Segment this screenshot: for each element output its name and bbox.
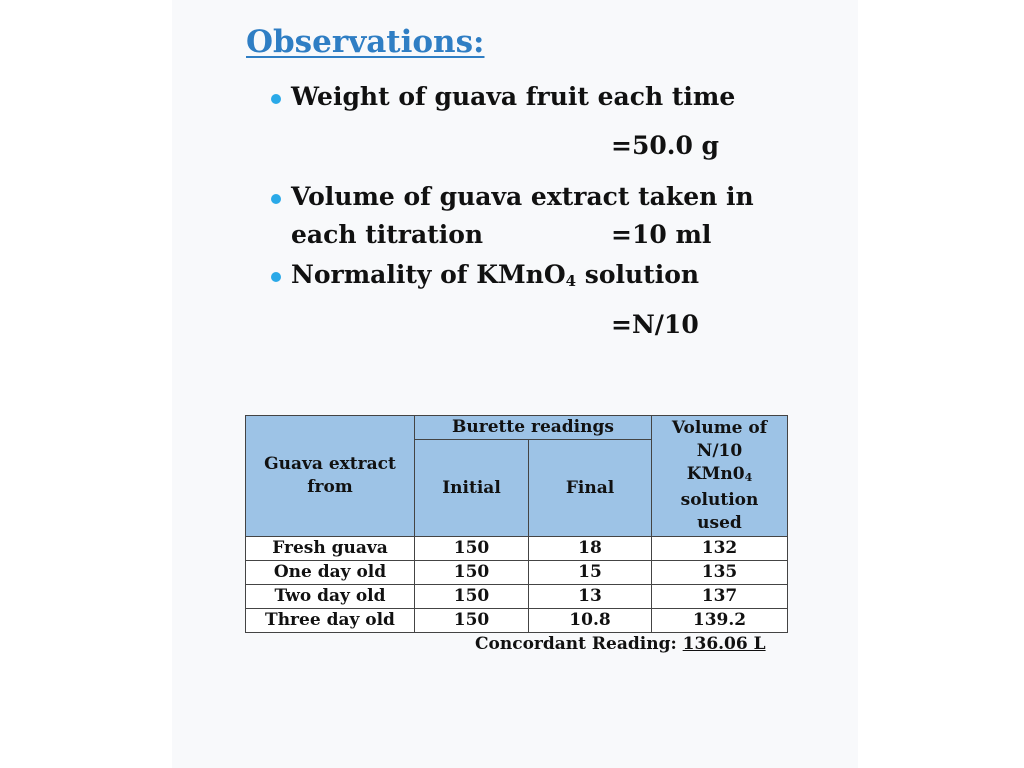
cell-volume: 139.2 bbox=[652, 609, 788, 633]
bullet-icon bbox=[271, 272, 281, 282]
observation-weight-value: =50.0 g bbox=[611, 131, 720, 160]
normality-label-suffix: solution bbox=[576, 260, 700, 289]
cell-volume: 135 bbox=[652, 561, 788, 585]
page-title: Observations: bbox=[246, 24, 485, 60]
readings-table bbox=[245, 415, 788, 633]
cell-initial: 150 bbox=[415, 561, 529, 585]
observation-volume-value: =10 ml bbox=[611, 220, 712, 249]
table-row bbox=[246, 561, 788, 585]
normality-label-prefix: Normality of KMnO bbox=[291, 260, 566, 289]
concordant-reading bbox=[475, 634, 766, 654]
cell-final: 13 bbox=[529, 585, 652, 609]
header-volume-pre: Volume of N/10 KMn0 bbox=[671, 418, 768, 484]
concordant-value: 136.06 L bbox=[682, 634, 766, 654]
cell-source: One day old bbox=[246, 561, 415, 585]
header-volume-subscript: 4 bbox=[744, 471, 753, 484]
observation-weight-label: Weight of guava fruit each time bbox=[291, 82, 736, 111]
table-row bbox=[246, 609, 788, 633]
cell-final: 10.8 bbox=[529, 609, 652, 633]
header-source bbox=[246, 416, 415, 537]
table-row bbox=[246, 537, 788, 561]
observation-normality-value: =N/10 bbox=[611, 310, 699, 339]
observation-volume-label-line1: Volume of guava extract taken in bbox=[291, 182, 754, 211]
table-row bbox=[246, 585, 788, 609]
cell-initial: 150 bbox=[415, 537, 529, 561]
concordant-label: Concordant Reading: bbox=[475, 634, 683, 654]
cell-final: 15 bbox=[529, 561, 652, 585]
observation-volume-label-line2: each titration bbox=[291, 220, 484, 249]
cell-volume: 137 bbox=[652, 585, 788, 609]
normality-label-subscript: 4 bbox=[565, 272, 577, 290]
header-initial: Initial bbox=[415, 440, 529, 537]
cell-final: 18 bbox=[529, 537, 652, 561]
header-final: Final bbox=[529, 440, 652, 537]
header-volume bbox=[652, 416, 788, 537]
cell-initial: 150 bbox=[415, 609, 529, 633]
header-source-text: Guava extract from bbox=[264, 454, 396, 497]
cell-source: Two day old bbox=[246, 585, 415, 609]
bullet-icon bbox=[271, 194, 281, 204]
cell-volume: 132 bbox=[652, 537, 788, 561]
bullet-icon bbox=[271, 94, 281, 104]
cell-initial: 150 bbox=[415, 585, 529, 609]
header-burette: Burette readings bbox=[415, 416, 652, 440]
cell-source: Three day old bbox=[246, 609, 415, 633]
observation-normality-label bbox=[291, 260, 699, 290]
header-volume-post: solution used bbox=[680, 490, 759, 533]
cell-source: Fresh guava bbox=[246, 537, 415, 561]
